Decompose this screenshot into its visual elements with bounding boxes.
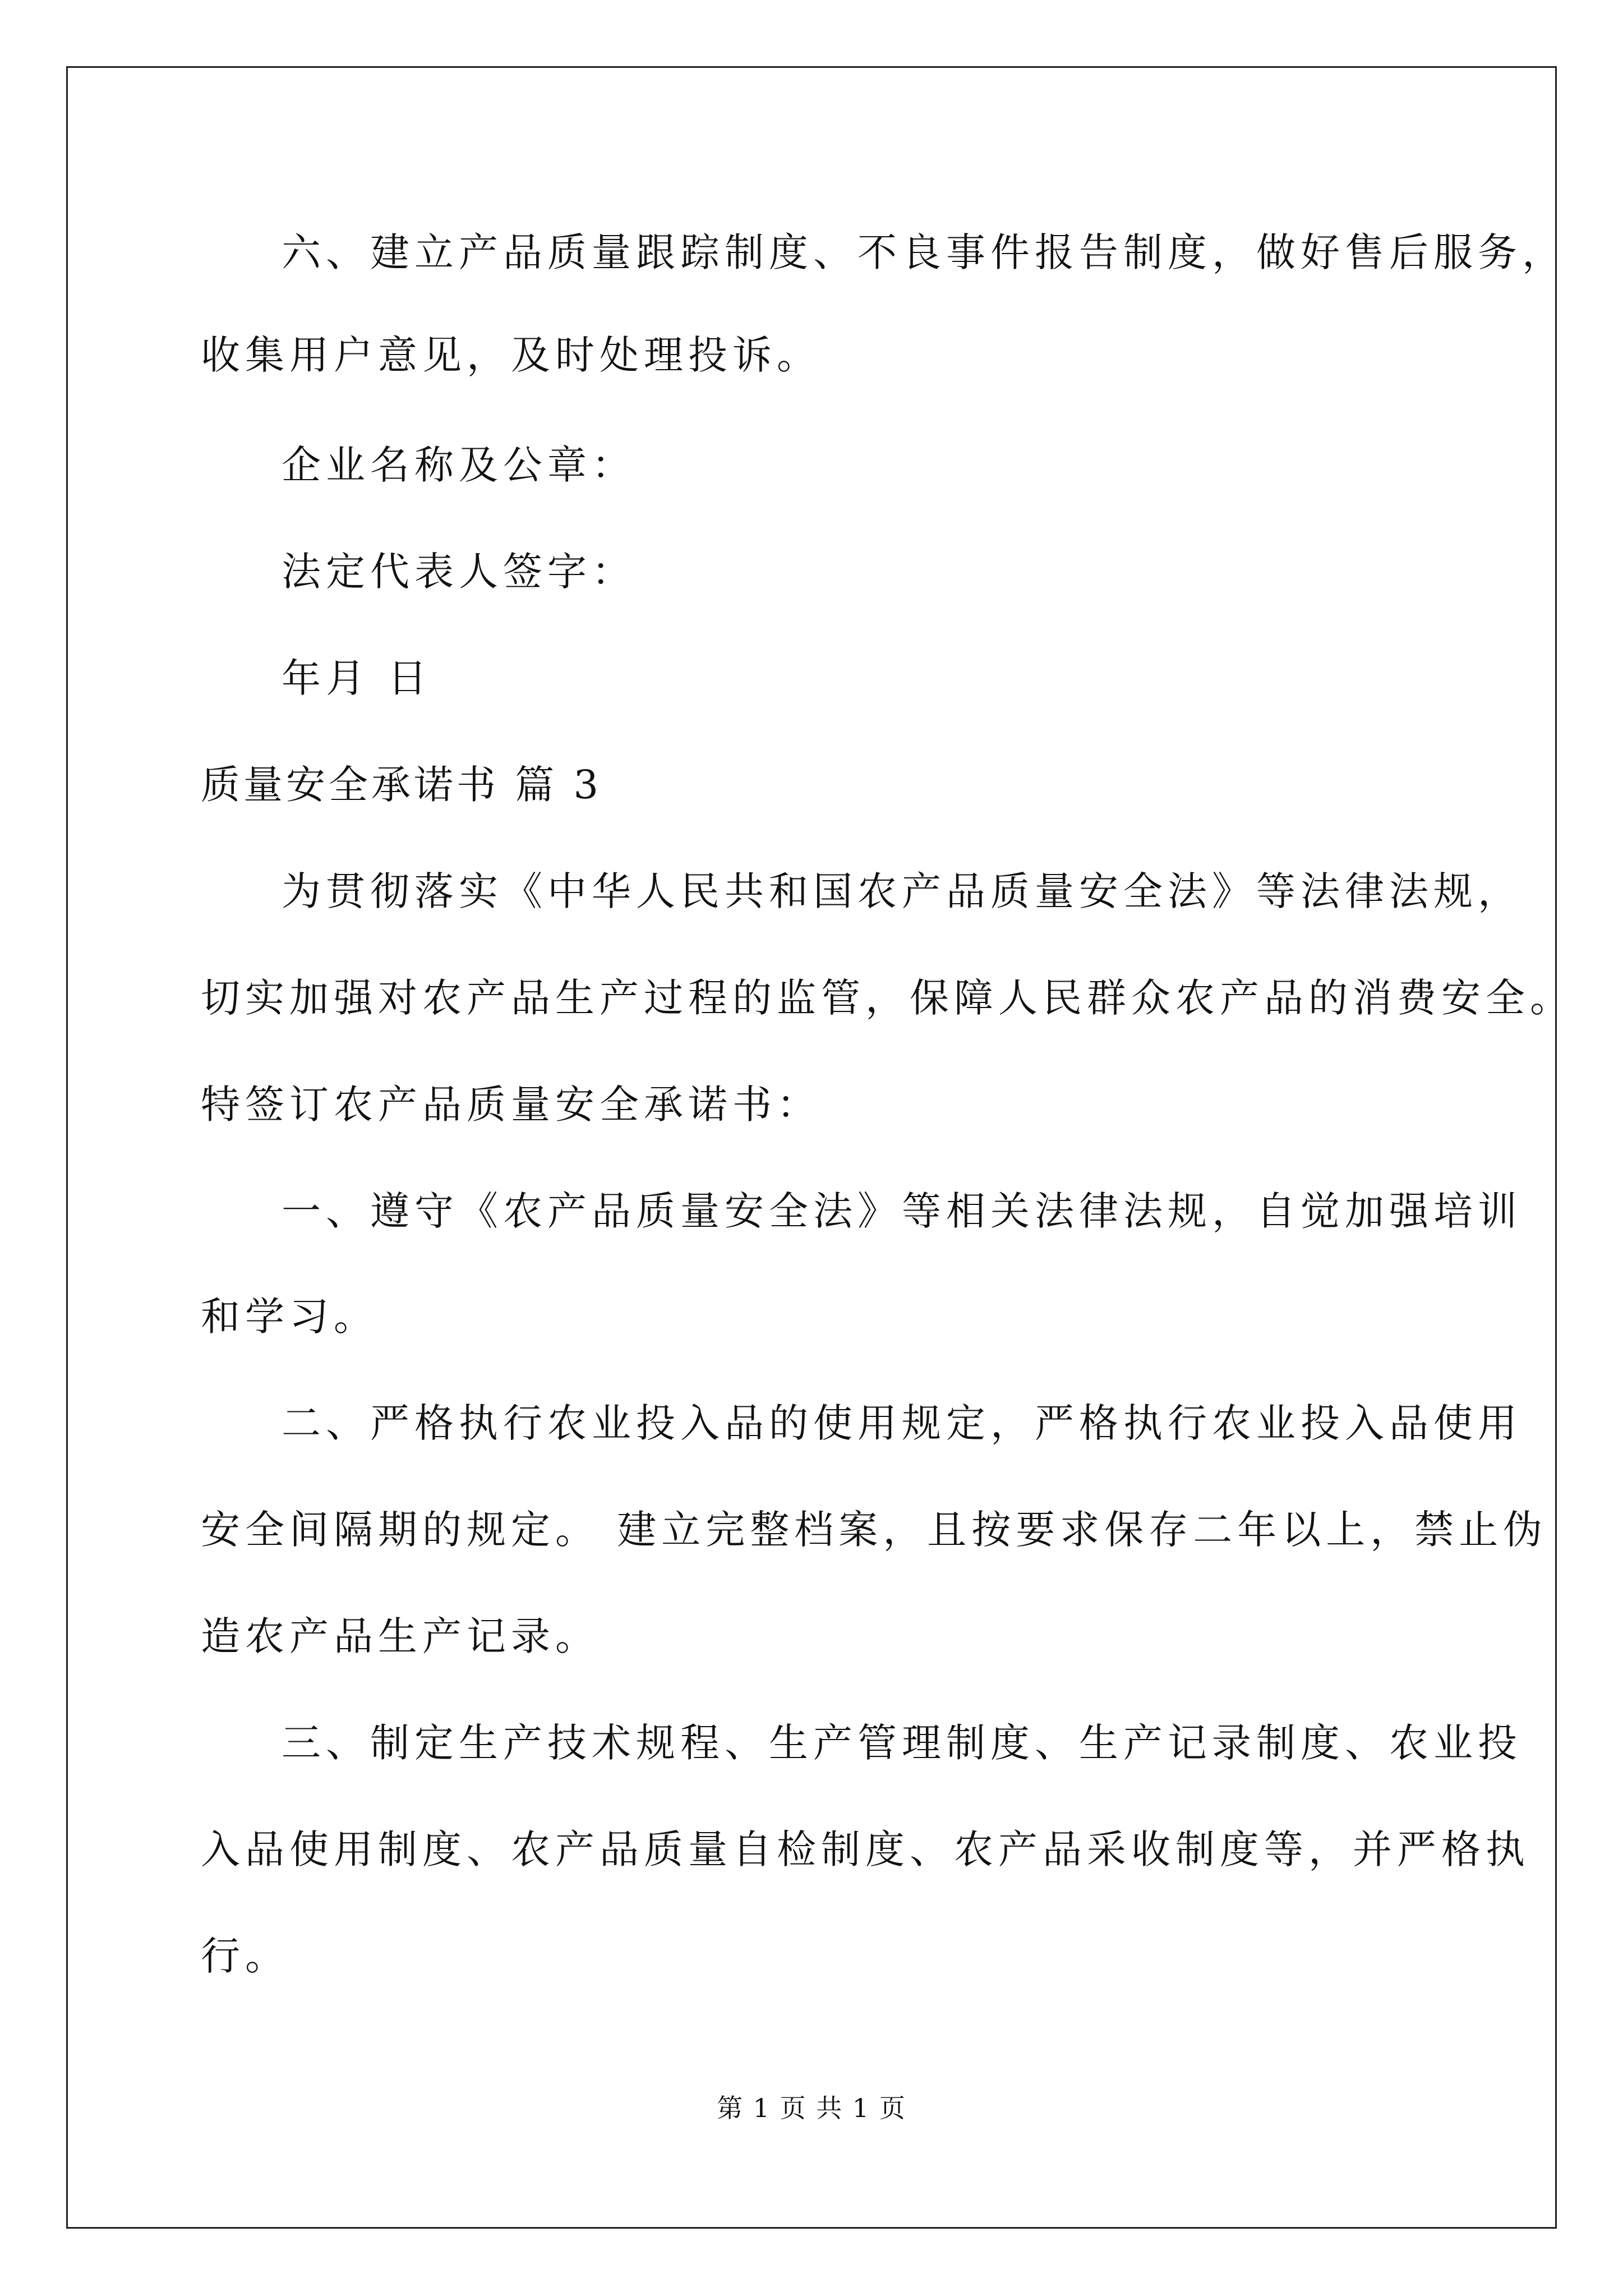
section-heading: 质量安全承诺书 篇 3 [201,762,602,808]
paragraph-line: 行。 [201,1933,289,1979]
paragraph-line: 二、严格执行农业投入品的使用规定，严格执行农业投入品使用 [282,1400,1522,1446]
paragraph-line: 一、遵守《农产品质量安全法》等相关法律法规，自觉加强培训 [282,1188,1522,1234]
paragraph-line: 切实加强对农产品生产过程的监管，保障人民群众农产品的消费安全。 [201,975,1574,1021]
paragraph-line: 和学习。 [201,1294,378,1340]
paragraph-line: 三、制定生产技术规程、生产管理制度、生产记录制度、农业投 [282,1720,1522,1766]
paragraph-line: 年月 日 [282,655,432,701]
page-border [66,66,1557,2229]
page-footer: 第 1 页 共 1 页 [717,2093,906,2123]
paragraph-line: 入品使用制度、农产品质量自检制度、农产品采收制度等，并严格执 [201,1826,1530,1872]
paragraph-line: 为贯彻落实《中华人民共和国农产品质量安全法》等法律法规， [282,868,1522,914]
paragraph-line: 造农产品生产记录。 [201,1613,600,1659]
paragraph-line: 企业名称及公章： [282,442,636,488]
paragraph-line: 安全间隔期的规定。 建立完整档案，且按要求保存二年以上，禁止伪 [201,1507,1548,1553]
paragraph-line: 六、建立产品质量跟踪制度、不良事件报告制度，做好售后服务， [282,229,1566,275]
paragraph-line: 法定代表人签字： [282,549,636,595]
paragraph-line: 收集用户意见，及时处理投诉。 [201,332,821,378]
paragraph-line: 特签订农产品质量安全承诺书： [201,1082,821,1128]
